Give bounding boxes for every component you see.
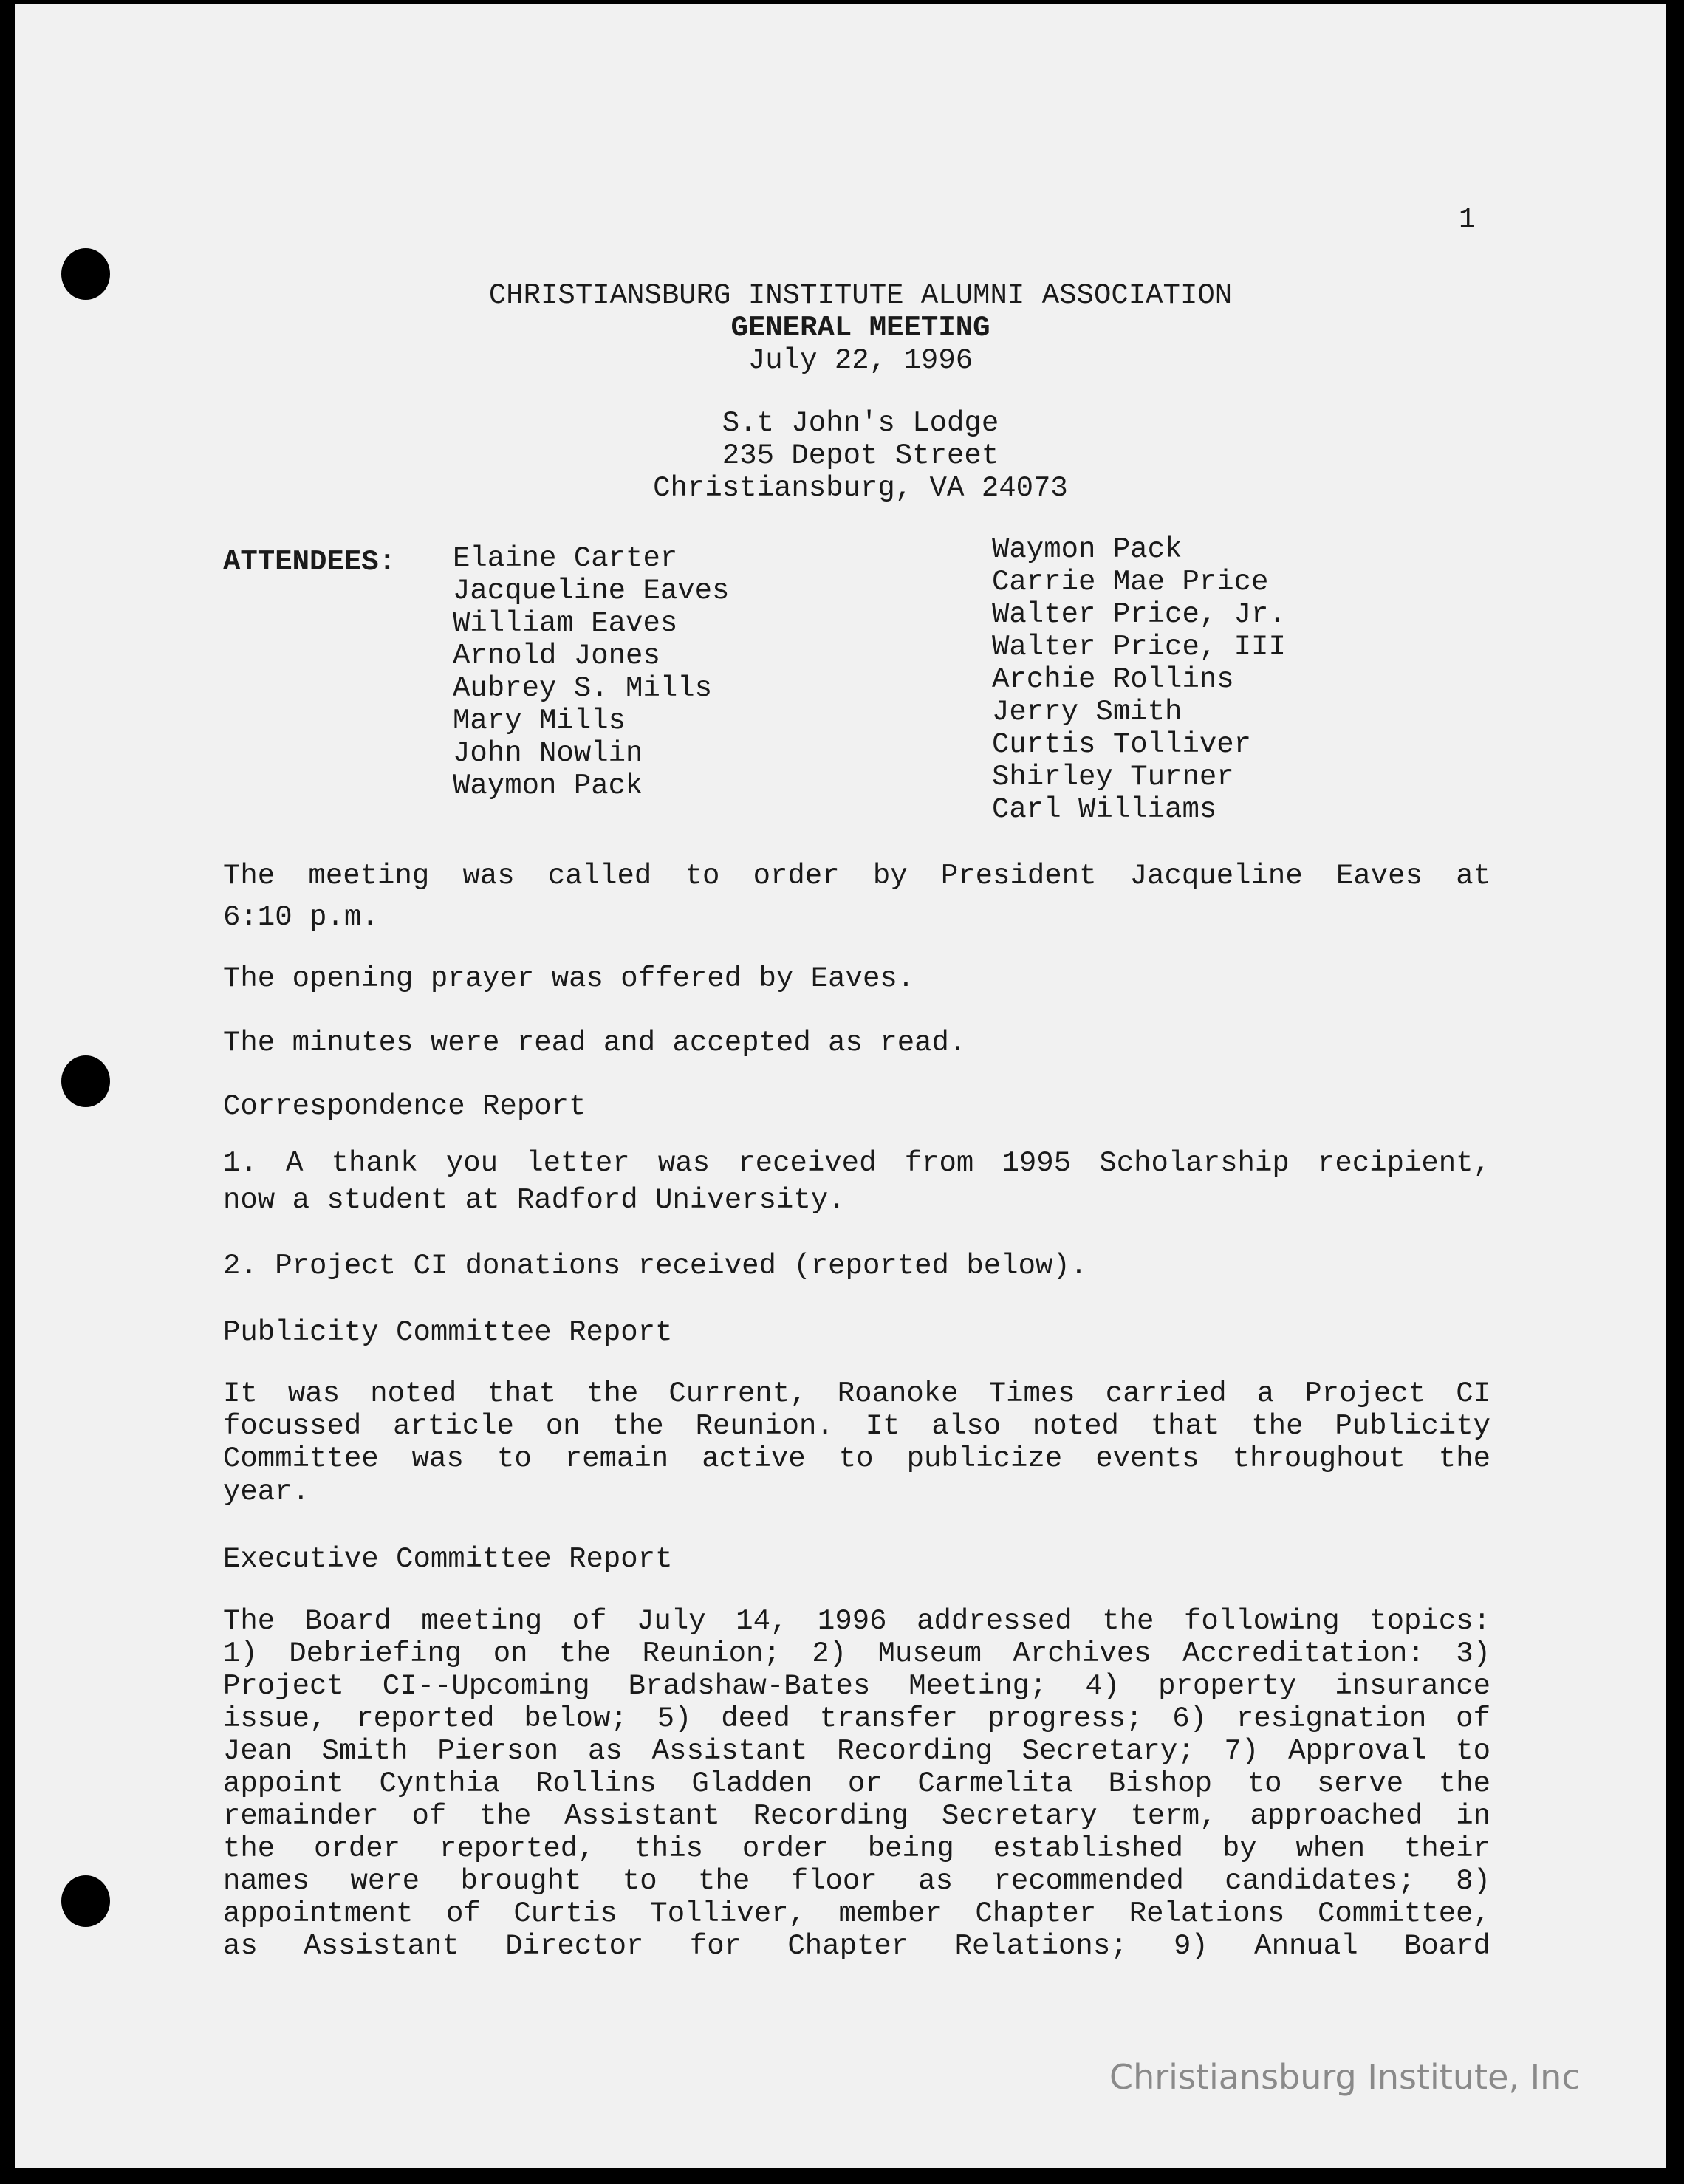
attendees-label: ATTENDEES: bbox=[223, 546, 397, 578]
venue-name: S.t John's Lodge bbox=[722, 407, 999, 439]
publicity-heading: Publicity Committee Report bbox=[223, 1316, 673, 1349]
publicity-line: focussed article on the Reunion. It also noted that the Publicity bbox=[223, 1410, 1490, 1442]
org-title: CHRISTIANSBURG INSTITUTE ALUMNI ASSOCIATION bbox=[488, 279, 1233, 312]
attendee: Shirley Turner bbox=[992, 761, 1234, 793]
attendee: Jerry Smith bbox=[992, 696, 1182, 728]
attendee: Elaine Carter bbox=[453, 542, 678, 575]
punch-hole-middle bbox=[61, 1055, 110, 1107]
publicity-line: Committee was to remain active to publicize events throughout the bbox=[223, 1442, 1490, 1475]
executive-line: remainder of the Assistant Recording Secretary term, approached in bbox=[223, 1800, 1490, 1832]
attendee: William Eaves bbox=[453, 607, 678, 640]
attendee: Mary Mills bbox=[453, 705, 626, 737]
attendee: Carl Williams bbox=[992, 793, 1217, 826]
page-number: 1 bbox=[1459, 204, 1476, 236]
executive-line: names were brought to the floor as recommended candidates; 8) bbox=[223, 1865, 1490, 1897]
executive-line: The Board meeting of July 14, 1996 addressed the following topics: bbox=[223, 1605, 1490, 1637]
meeting-title: GENERAL MEETING bbox=[730, 312, 990, 344]
executive-line: Jean Smith Pierson as Assistant Recording Secretary; 7) Approval to bbox=[223, 1735, 1490, 1767]
call-to-order-line: 6:10 p.m. bbox=[223, 901, 379, 934]
attendee: Curtis Tolliver bbox=[992, 728, 1252, 761]
venue-street: 235 Depot Street bbox=[722, 439, 999, 472]
executive-line: as Assistant Director for Chapter Relations; 9) Annual Board bbox=[223, 1930, 1490, 1962]
correspondence-item-1-line: now a student at Radford University. bbox=[223, 1184, 846, 1216]
executive-heading: Executive Committee Report bbox=[223, 1543, 673, 1575]
publicity-line: It was noted that the Current, Roanoke Times carried a Project CI bbox=[223, 1377, 1490, 1410]
opening-prayer: The opening prayer was offered by Eaves. bbox=[223, 962, 915, 995]
meeting-date: July 22, 1996 bbox=[747, 344, 973, 377]
attendee: Waymon Pack bbox=[453, 770, 643, 802]
watermark: Christiansburg Institute, Inc bbox=[1109, 2057, 1581, 2097]
attendee: Aubrey S. Mills bbox=[453, 672, 713, 705]
document-page bbox=[15, 4, 1666, 2168]
attendee: Walter Price, Jr. bbox=[992, 598, 1286, 631]
call-to-order-line: The meeting was called to order by President Jacqueline Eaves at bbox=[223, 860, 1490, 892]
executive-line: issue, reported below; 5) deed transfer progress; 6) resignation of bbox=[223, 1702, 1490, 1735]
punch-hole-top bbox=[61, 248, 110, 300]
executive-line: the order reported, this order being established by when their bbox=[223, 1832, 1490, 1865]
attendee: Walter Price, III bbox=[992, 631, 1286, 663]
attendee: Carrie Mae Price bbox=[992, 566, 1269, 598]
venue-city: Christiansburg, VA 24073 bbox=[653, 472, 1068, 504]
executive-line: 1) Debriefing on the Reunion; 2) Museum Archives Accreditation: 3) bbox=[223, 1637, 1490, 1670]
publicity-line: year. bbox=[223, 1476, 310, 1508]
executive-line: appoint Cynthia Rollins Gladden or Carmelita Bishop to serve the bbox=[223, 1767, 1490, 1800]
executive-line: Project CI--Upcoming Bradshaw-Bates Meeting; 4) property insurance bbox=[223, 1670, 1490, 1702]
attendee: Arnold Jones bbox=[453, 640, 660, 672]
attendee: Jacqueline Eaves bbox=[453, 575, 730, 607]
correspondence-heading: Correspondence Report bbox=[223, 1090, 586, 1123]
attendee: John Nowlin bbox=[453, 737, 643, 770]
attendee: Archie Rollins bbox=[992, 663, 1234, 696]
correspondence-item-1-line: 1. A thank you letter was received from 1995 Scholarship recipient, bbox=[223, 1147, 1490, 1180]
executive-line: appointment of Curtis Tolliver, member Chapter Relations Committee, bbox=[223, 1897, 1490, 1930]
punch-hole-bottom bbox=[61, 1875, 110, 1927]
minutes-statement: The minutes were read and accepted as read. bbox=[223, 1027, 967, 1059]
correspondence-item-2: 2. Project CI donations received (reported below). bbox=[223, 1250, 1088, 1282]
attendee: Waymon Pack bbox=[992, 533, 1182, 566]
